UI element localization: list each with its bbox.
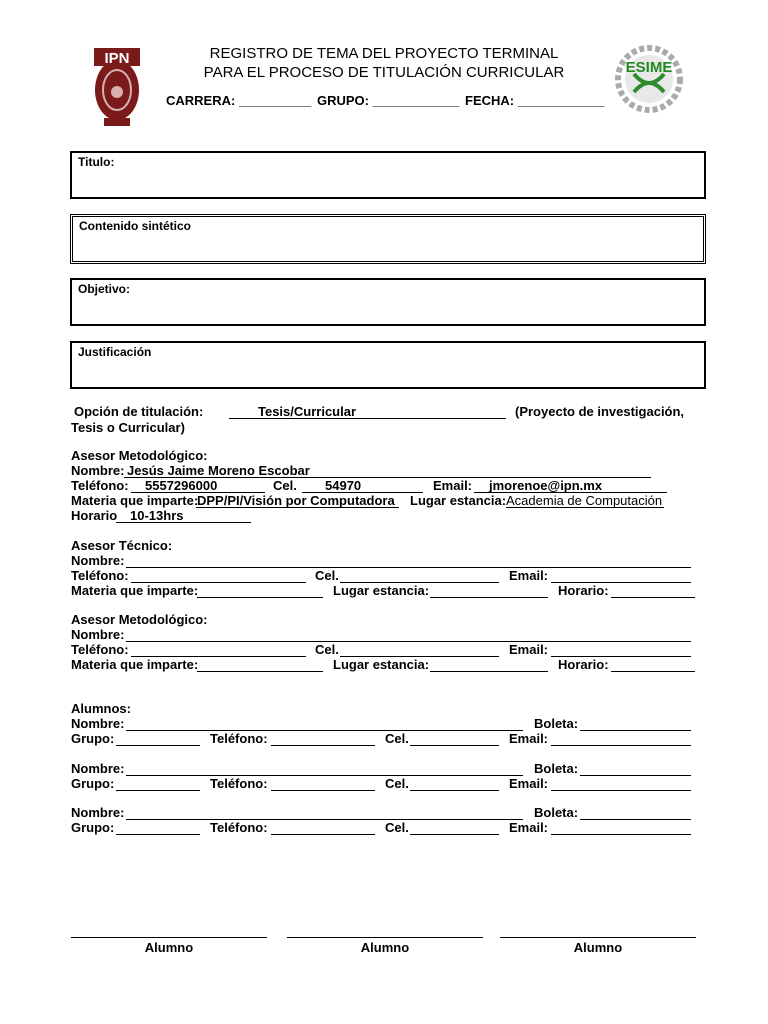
- email-input[interactable]: [551, 834, 691, 835]
- alumno-nombre-label: Nombre:: [71, 716, 125, 731]
- boleta-input[interactable]: [580, 775, 691, 776]
- contenido-box[interactable]: [70, 214, 706, 264]
- carrera-field[interactable]: CARRERA: __________: [166, 93, 312, 108]
- grupo-label: Grupo:: [71, 776, 115, 791]
- email-input[interactable]: [551, 745, 691, 746]
- email-label: Email:: [433, 478, 473, 493]
- grupo-field[interactable]: GRUPO: ____________: [317, 93, 460, 108]
- alumnos-heading: Alumnos:: [71, 701, 131, 716]
- nombre-label: Nombre:: [71, 553, 125, 568]
- signature-label: Alumno: [144, 940, 194, 955]
- signature-line[interactable]: [71, 937, 267, 938]
- cel-label: Cel.: [385, 776, 409, 791]
- alumno-nombre-input[interactable]: [126, 775, 523, 776]
- telefono-label: Teléfono:: [210, 731, 268, 746]
- telefono-label: Teléfono:: [71, 568, 129, 583]
- email-label: Email:: [509, 642, 549, 657]
- alumno-nombre-input[interactable]: [126, 730, 523, 731]
- titulo-box[interactable]: [70, 151, 706, 199]
- asesor-lugar-value[interactable]: Academia de Computación: [506, 493, 663, 508]
- boleta-input[interactable]: [580, 730, 691, 731]
- asesor-meto-2-heading: Asesor Metodológico:: [71, 612, 208, 627]
- signature-label: Alumno: [573, 940, 623, 955]
- cel-label: Cel.: [315, 642, 339, 657]
- objetivo-label: Objetivo:: [78, 282, 131, 296]
- contenido-label: Contenido sintético: [79, 219, 191, 233]
- telefono-label: Teléfono:: [71, 478, 129, 493]
- email-label: Email:: [509, 820, 549, 835]
- horario-input[interactable]: [611, 671, 695, 672]
- telefono-input[interactable]: [271, 834, 375, 835]
- telefono-label: Teléfono:: [210, 776, 268, 791]
- horario-label: Horario:: [558, 657, 609, 672]
- cel-input[interactable]: [410, 745, 499, 746]
- lugar-label: Lugar estancia:: [410, 493, 507, 508]
- cel-label: Cel.: [385, 820, 409, 835]
- asesor-meto-1-heading: Asesor Metodológico:: [71, 448, 208, 463]
- svg-text:IPN: IPN: [104, 50, 130, 67]
- opcion-note: (Proyecto de investigación,: [515, 404, 685, 419]
- lugar-label: Lugar estancia:: [333, 583, 430, 598]
- email-input[interactable]: [551, 790, 691, 791]
- materia-input[interactable]: [197, 597, 323, 598]
- cel-label: Cel.: [273, 478, 297, 493]
- materia-label: Materia que imparte:: [71, 493, 199, 508]
- alumno-nombre-label: Nombre:: [71, 805, 125, 820]
- nombre-label: Nombre:: [71, 463, 125, 478]
- grupo-label: Grupo:: [71, 731, 115, 746]
- lugar-input[interactable]: [430, 597, 548, 598]
- nombre-input[interactable]: [126, 567, 691, 568]
- fecha-field[interactable]: FECHA: ____________: [465, 93, 605, 108]
- telefono-label: Teléfono:: [210, 820, 268, 835]
- telefono-input[interactable]: [271, 745, 375, 746]
- cel-input[interactable]: [410, 790, 499, 791]
- asesor-nombre-value[interactable]: Jesús Jaime Moreno Escobar: [127, 463, 310, 478]
- telefono-input[interactable]: [271, 790, 375, 791]
- asesor-materia-value[interactable]: DPP/PI/Visión por Computadora: [197, 493, 395, 508]
- opcion-value[interactable]: Tesis/Curricular: [258, 404, 357, 419]
- cel-label: Cel.: [385, 731, 409, 746]
- signature-line[interactable]: [287, 937, 483, 938]
- materia-input[interactable]: [197, 671, 323, 672]
- opcion-label: Opción de titulación:: [74, 404, 204, 419]
- asesor-telefono-value[interactable]: 5557296000: [145, 478, 218, 493]
- opcion-note-2: Tesis o Curricular): [71, 420, 185, 435]
- grupo-input[interactable]: [116, 790, 200, 791]
- cel-label: Cel.: [315, 568, 339, 583]
- justificacion-box[interactable]: [70, 341, 706, 389]
- horario-label: Horario: [71, 508, 118, 523]
- nombre-input[interactable]: [126, 641, 691, 642]
- cel-input[interactable]: [410, 834, 499, 835]
- asesor-email-value[interactable]: jmorenoe@ipn.mx: [489, 478, 603, 493]
- email-label: Email:: [509, 568, 549, 583]
- titulo-label: Titulo:: [78, 155, 115, 169]
- alumno-nombre-input[interactable]: [126, 819, 523, 820]
- boleta-label: Boleta:: [534, 805, 579, 820]
- lugar-label: Lugar estancia:: [333, 657, 430, 672]
- alumno-nombre-label: Nombre:: [71, 761, 125, 776]
- asesor-tecnico-heading: Asesor Técnico:: [71, 538, 173, 553]
- justificacion-label: Justificación: [78, 345, 152, 359]
- grupo-label: Grupo:: [71, 820, 115, 835]
- objetivo-box[interactable]: [70, 278, 706, 326]
- signature-label: Alumno: [360, 940, 410, 955]
- grupo-input[interactable]: [116, 745, 200, 746]
- materia-label: Materia que imparte:: [71, 657, 199, 672]
- svg-text:ESIME: ESIME: [625, 59, 673, 76]
- materia-label: Materia que imparte:: [71, 583, 199, 598]
- form-title-line1: REGISTRO DE TEMA DEL PROYECTO TERMINAL: [209, 45, 559, 62]
- horario-label: Horario:: [558, 583, 609, 598]
- email-label: Email:: [509, 776, 549, 791]
- asesor-cel-value[interactable]: 54970: [325, 478, 362, 493]
- boleta-input[interactable]: [580, 819, 691, 820]
- form-title-line2: PARA EL PROCESO DE TITULACIÓN CURRICULAR: [203, 64, 565, 81]
- boleta-label: Boleta:: [534, 716, 579, 731]
- asesor-horario-value[interactable]: 10-13hrs: [130, 508, 184, 523]
- lugar-input[interactable]: [430, 671, 548, 672]
- horario-input[interactable]: [611, 597, 695, 598]
- grupo-input[interactable]: [116, 834, 200, 835]
- signature-line[interactable]: [500, 937, 696, 938]
- telefono-label: Teléfono:: [71, 642, 129, 657]
- boleta-label: Boleta:: [534, 761, 579, 776]
- email-label: Email:: [509, 731, 549, 746]
- nombre-label: Nombre:: [71, 627, 125, 642]
